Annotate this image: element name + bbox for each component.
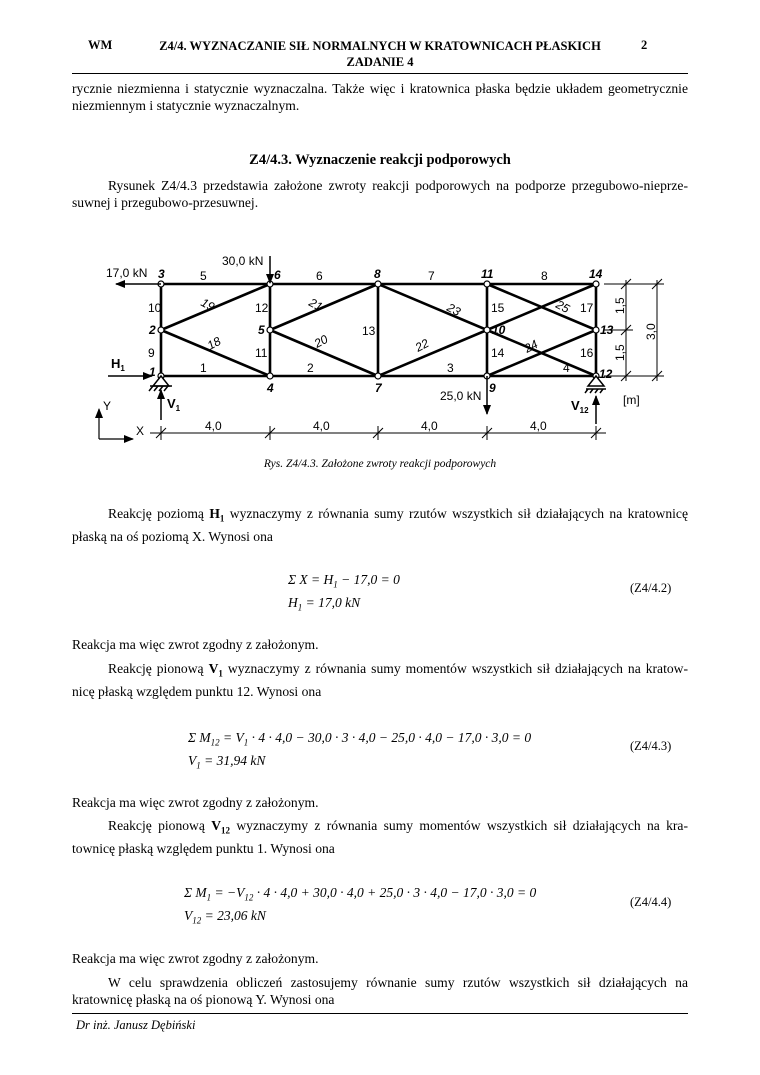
bar-label: 14 — [491, 346, 505, 360]
unit-label: [m] — [623, 393, 640, 407]
axis-y-label: Y — [103, 399, 112, 413]
equation-Z4-4-3: Σ $M_{12} = V_1 \cdot 4 \cdot 4,0 - 30,0 \cdot 3 \cdot 4,0 - 25,0 \cdot 4,0 - 17,0 \cdot 3,0 = 0$ $V_1 = 31,94$ kN — [188, 730, 532, 771]
conclusion-2: Reakcja ma więc zwrot zgodny z założonym. — [72, 795, 319, 810]
bar-label: 18 — [204, 334, 224, 353]
section-title: Z4/4.3. Wyznaczenie reakcji podporowych — [249, 152, 511, 168]
node-label: 2 — [149, 323, 156, 337]
header-title-line1: Z4/4. WYZNACZANIE SIŁ NORMALNYCH W KRATOWNICACH PŁASKICH — [159, 39, 601, 53]
span-dimension-labels — [205, 419, 547, 433]
truss-node — [484, 327, 490, 333]
equation-number-Z4-4-2: (Z4/4.2) — [630, 581, 672, 595]
section-paragraph: Rysunek Z4/4.3 przedstawia założone zwroty reakcji podporowych na podporze przegubowo-nieprze-suwnej i przegubowo-przesuwnej. — [72, 178, 688, 210]
span-label: 4,0 — [313, 419, 330, 433]
reaction-label-V1: $V_1$ — [167, 396, 181, 413]
bar-label: 20 — [311, 332, 331, 351]
truss-bar — [378, 284, 487, 330]
axis-x-label: X — [136, 424, 145, 438]
equation-number-Z4-4-3: (Z4/4.3) — [630, 739, 672, 753]
bar-label: 25 — [553, 297, 572, 316]
truss-node — [158, 327, 164, 333]
bar-label: 23 — [444, 300, 463, 319]
paragraph-V1: Reakcję pionową $V_1$ wyznaczymy z równania sumy momentów wszystkich sił działających na kratow-nicę płaską względem punktu 12. Wynosi ona — [72, 661, 689, 699]
truss-node — [593, 327, 599, 333]
header-title-line2: ZADANIE 4 — [346, 55, 414, 69]
truss-node — [267, 327, 273, 333]
truss-bar — [161, 284, 270, 330]
bar-label: 8 — [541, 269, 548, 283]
truss-bars — [161, 284, 596, 376]
header-title — [140, 38, 620, 70]
equation-Z4-4-4: Σ $M_1 = -V_{12} \cdot 4 \cdot 4,0 + 30,0 \cdot 4,0 + 25,0 \cdot 3 \cdot 4,0 - 17,0 \cdot 3,0 = 0$ $V_{12} = 23,06$ kN — [184, 885, 537, 926]
span-label: 4,0 — [205, 419, 222, 433]
node-label: 4 — [267, 381, 274, 395]
node-label: 9 — [489, 381, 496, 395]
bar-label: 1 — [200, 361, 207, 375]
bar-label: 12 — [255, 301, 269, 315]
bar-label: 3 — [447, 361, 454, 375]
node-label: 11 — [481, 267, 494, 281]
bar-label: 19 — [198, 295, 217, 314]
span-label: 4,0 — [421, 419, 438, 433]
truss-node — [593, 281, 599, 287]
height-label-upper: 1,5 — [613, 297, 627, 314]
node-label: 6 — [274, 268, 281, 282]
header-left: WM — [88, 38, 113, 52]
final-paragraph: W celu sprawdzenia obliczeń zastosujemy równanie sumy rzutów wszystkich sił działających na kratownicę płaską na oś pionową Y. Wynosi ona — [72, 975, 688, 1007]
reaction-label-H1: $H_1$ — [111, 356, 125, 373]
bar-label: 11 — [255, 346, 268, 360]
conclusion-1: Reakcja ma więc zwrot zgodny z założonym. — [72, 637, 319, 652]
truss-node — [375, 281, 381, 287]
footer-author: Dr inż. Janusz Dębiński — [76, 1018, 196, 1032]
bar-label: 5 — [200, 269, 207, 283]
bar-label: 10 — [148, 301, 162, 315]
truss-node — [484, 281, 490, 287]
load-label-17kN: 17,0 kN — [106, 266, 148, 280]
bar-label: 17 — [580, 301, 594, 315]
bar-label: 24 — [521, 337, 541, 356]
bar-label: 7 — [428, 269, 435, 283]
header-rule — [72, 73, 688, 74]
span-label: 4,0 — [530, 419, 547, 433]
conclusion-3: Reakcja ma więc zwrot zgodny z założonym. — [72, 951, 319, 966]
load-label-25kN: 25,0 kN — [440, 389, 482, 403]
truss-node — [375, 373, 381, 379]
node-label: 3 — [158, 267, 165, 281]
bar-label: 9 — [148, 346, 155, 360]
height-label-lower: 1,5 — [613, 344, 627, 361]
section-title-wrap — [72, 152, 688, 169]
truss-figure — [0, 240, 760, 455]
bar-label: 22 — [412, 336, 432, 355]
paragraph-H1: Reakcję poziomą $H_1$ wyznaczymy z równania sumy rzutów wszystkich sił działających na kratownicę płaską na oś poziomą X. Wynosi ona — [72, 506, 688, 544]
page-number: 2 — [641, 38, 648, 52]
node-label: 1 — [149, 365, 156, 379]
intro-paragraph: rycznie niezmienna i statycznie wyznaczalna. Także więc i kratownica płaska będzie układem geometrycznie niezmiennym i statycznie wyznaczalnym. — [72, 81, 688, 113]
node-label: 14 — [589, 267, 603, 281]
bar-label: 2 — [307, 361, 314, 375]
bar-label: 16 — [580, 346, 594, 360]
truss-bar — [378, 330, 487, 376]
bar-label: 21 — [306, 295, 325, 314]
load-label-30kN: 30,0 kN — [222, 254, 264, 268]
bar-label: 13 — [362, 324, 376, 338]
node-label: 8 — [374, 267, 381, 281]
height-label-total: 3,0 — [644, 323, 658, 340]
equation-number-Z4-4-4: (Z4/4.4) — [630, 895, 672, 909]
footer-rule — [72, 1013, 688, 1014]
node-label: 13 — [600, 323, 614, 337]
reaction-label-V12: $V_{12}$ — [571, 398, 589, 415]
bar-label: 4 — [563, 361, 570, 375]
node-label: 10 — [492, 323, 506, 337]
equation-Z4-4-2: Σ $X = H_1 - 17,0 = 0$ $H_1 = 17,0$ kN — [288, 572, 400, 613]
node-label: 5 — [258, 323, 265, 337]
node-label: 12 — [599, 367, 613, 381]
figure-caption: Rys. Z4/4.3. Założone zwroty reakcji podporowych — [263, 458, 497, 470]
truss-node — [267, 373, 273, 379]
node-label: 7 — [375, 381, 382, 395]
bar-label: 15 — [491, 301, 505, 315]
bar-label: 6 — [316, 269, 323, 283]
paragraph-V12: Reakcję pionową $V_{12}$ wyznaczymy z równania sumy momentów wszystkich sił działających na kra-townicę płaską względem punktu 1. Wynosi ona — [72, 818, 688, 856]
